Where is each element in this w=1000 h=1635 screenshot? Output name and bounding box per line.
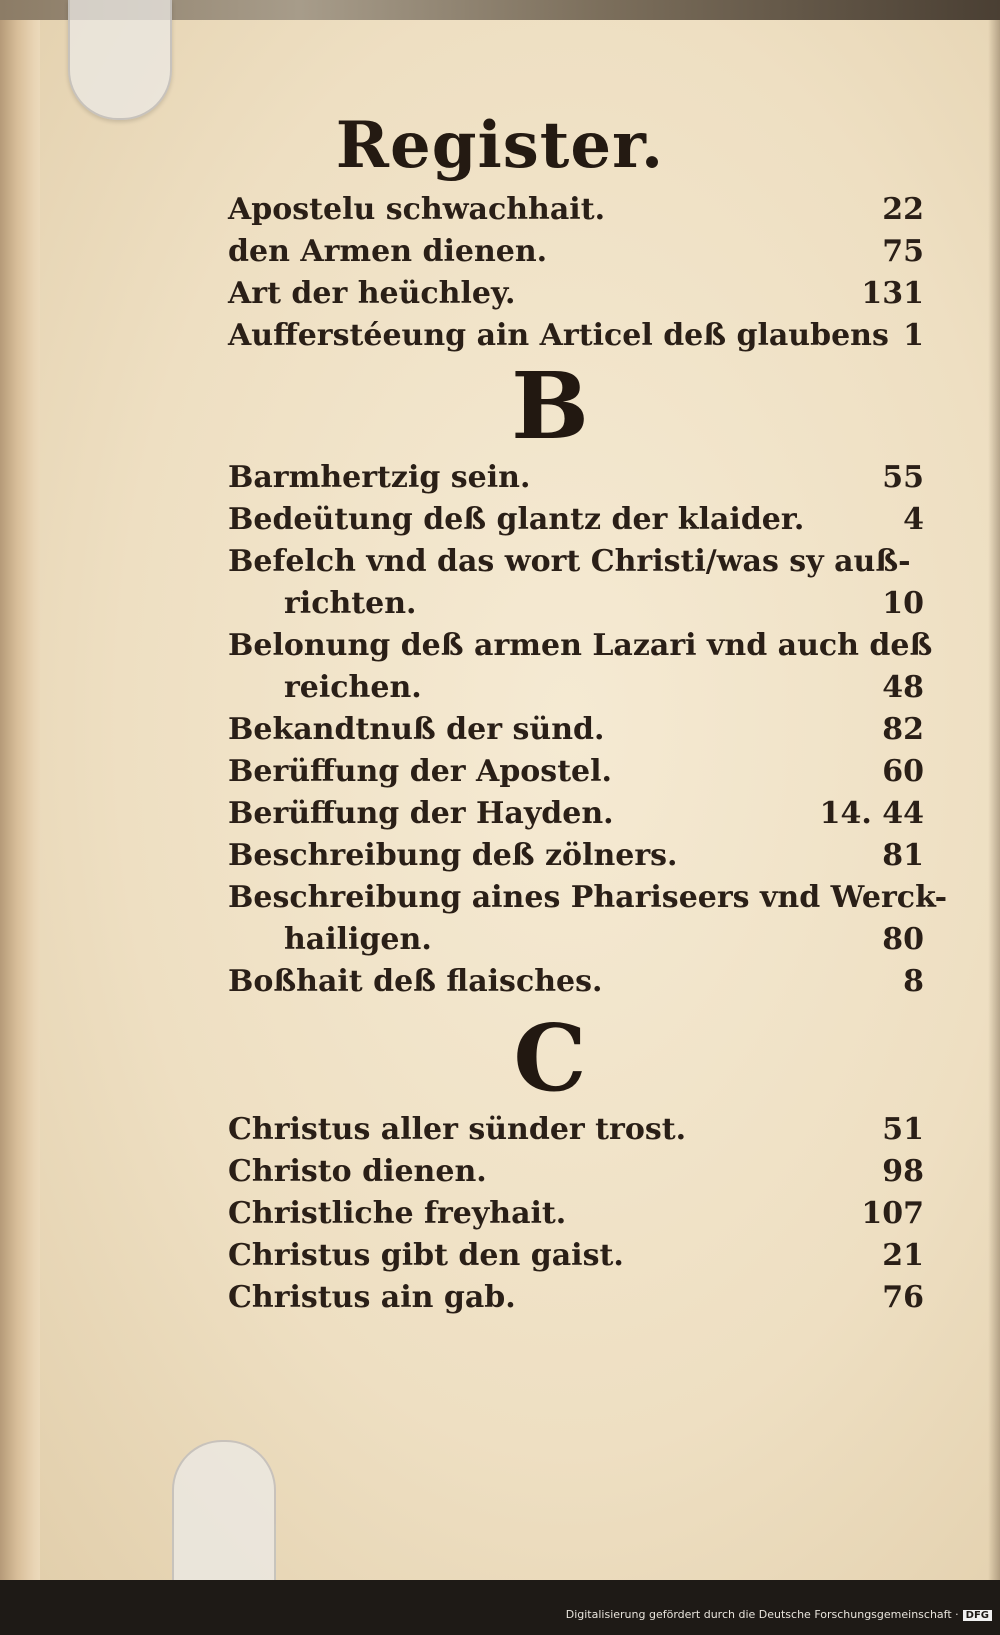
entry-text: Christus gibt den gaist.	[228, 1238, 624, 1273]
index-entry	[228, 192, 924, 234]
section-letter-b: B	[511, 352, 589, 460]
entry-text: Aufferstéeung ain Articel deß glaubens	[228, 318, 889, 353]
index-entry	[228, 754, 924, 796]
entry-page-number: 60	[882, 754, 924, 789]
index-entry	[228, 796, 924, 838]
entry-page-number: 14. 44	[819, 796, 924, 831]
entry-page-number: 55	[882, 460, 924, 495]
entry-text: Bekandtnuß der sünd.	[228, 712, 605, 747]
credit-text: Digitalisierung gefördert durch die Deutsche Forschungsgemeinschaft ·	[565, 1608, 959, 1621]
entry-page-number: 4	[903, 502, 924, 537]
entry-page-number: 21	[882, 1238, 924, 1273]
page-shadow	[988, 20, 1000, 1580]
entry-page-number: 76	[882, 1280, 924, 1315]
page-clip-top	[68, 0, 172, 120]
index-entry	[228, 712, 924, 754]
entry-text: Befelch vnd das wort Christi/was sy auß-	[228, 544, 911, 579]
page-clip-bottom	[172, 1440, 276, 1582]
entry-text: Bedeütung deß glantz der klaider.	[228, 502, 805, 537]
entry-page-number: 80	[882, 922, 924, 957]
entry-text: den Armen dienen.	[228, 234, 548, 269]
entry-page-number: 1	[903, 318, 924, 353]
entry-text: Christus aller sünder trost.	[228, 1112, 687, 1147]
entry-page-number: 10	[882, 586, 924, 621]
entry-text: Boßhait deß flaisches.	[228, 964, 603, 999]
entry-page-number: 8	[903, 964, 924, 999]
entry-text: Christus ain gab.	[228, 1280, 516, 1315]
entry-text: Christo dienen.	[228, 1154, 487, 1189]
index-entry	[228, 234, 924, 276]
index-entry	[228, 1196, 924, 1238]
entry-page-number: 48	[882, 670, 924, 705]
entry-page-number: 81	[882, 838, 924, 873]
index-entry	[228, 1280, 924, 1322]
entry-page-number: 131	[861, 276, 924, 311]
index-entry	[228, 838, 924, 880]
digitization-credit	[566, 1608, 992, 1621]
index-entry	[228, 460, 924, 502]
index-entry	[228, 1238, 924, 1280]
entry-text: Berüffung der Apostel.	[228, 754, 612, 789]
entry-page-number: 82	[882, 712, 924, 747]
entry-continuation: richten.	[284, 586, 417, 621]
index-entry	[228, 628, 933, 712]
entry-text: Berüffung der Hayden.	[228, 796, 614, 831]
entry-text: Belonung deß armen Lazari vnd auch deß	[228, 628, 933, 663]
entry-text: Art der heüchley.	[228, 276, 516, 311]
entry-page-number: 51	[882, 1112, 924, 1147]
section-letter-c: C	[513, 1004, 587, 1112]
entry-continuation: hailigen.	[284, 922, 432, 957]
entry-continuation: reichen.	[284, 670, 422, 705]
entry-page-number: 98	[882, 1154, 924, 1189]
entry-text: Barmhertzig sein.	[228, 460, 531, 495]
index-entry	[228, 276, 924, 318]
index-entry	[228, 964, 924, 1006]
entry-page-number: 107	[861, 1196, 924, 1231]
index-entry	[228, 544, 924, 628]
entry-text: Apostelu schwachhait.	[228, 192, 606, 227]
index-entry	[228, 502, 924, 544]
entry-text: Beschreibung deß zölners.	[228, 838, 678, 873]
index-entry	[228, 880, 948, 964]
entry-page-number: 75	[882, 234, 924, 269]
entry-text: Beschreibung aines Phariseers vnd Werck-	[228, 880, 948, 915]
index-entry	[228, 1154, 924, 1196]
entry-page-number: 22	[882, 192, 924, 227]
dfg-logo: DFG	[963, 1610, 992, 1621]
page-title: Register.	[335, 108, 665, 183]
index-entry	[228, 1112, 924, 1154]
entry-text: Christliche freyhait.	[228, 1196, 567, 1231]
